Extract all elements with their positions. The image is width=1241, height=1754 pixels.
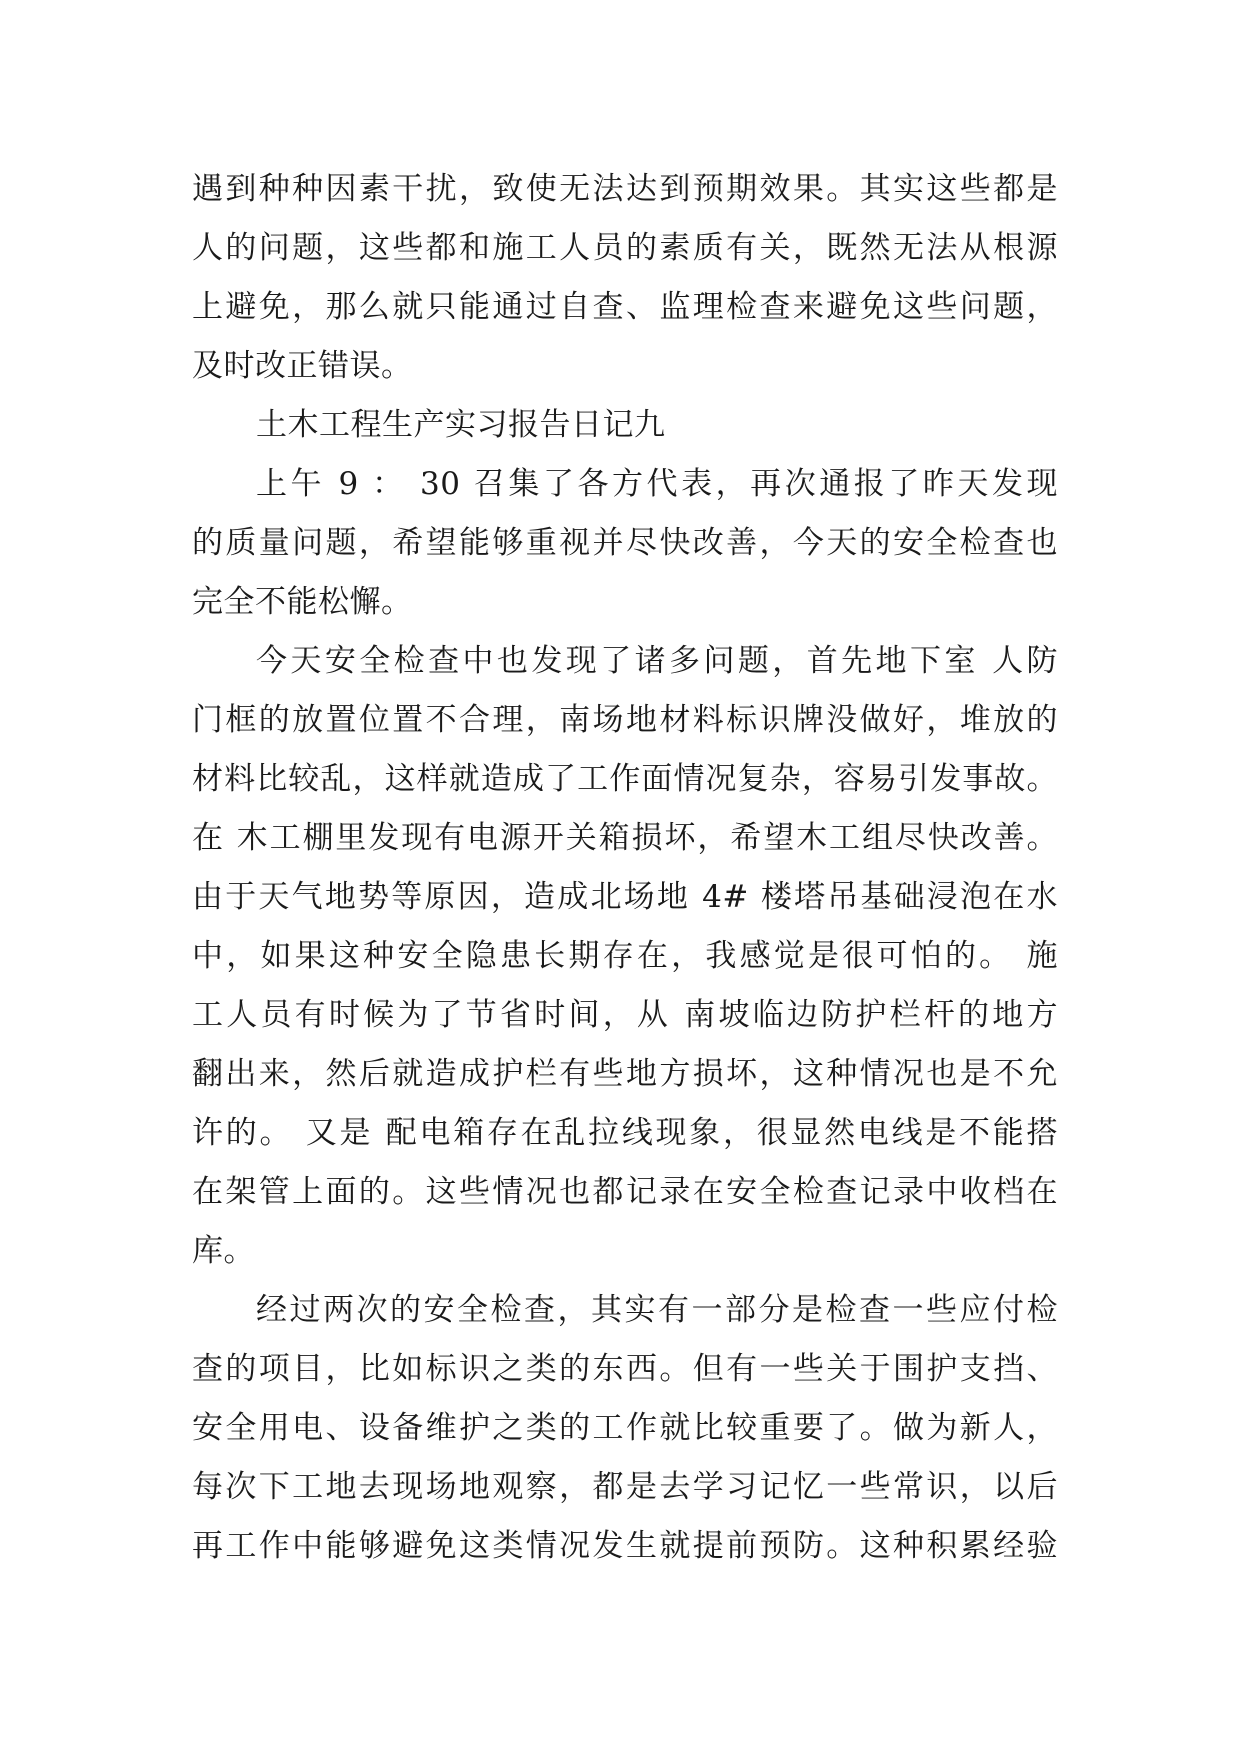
text-line: 库。 — [192, 1233, 255, 1269]
text-line: 安全用电、设备维护之类的工作就比较重要了。做为新人， — [192, 1410, 1058, 1446]
body-text — [192, 160, 1058, 1576]
text-line: 及时改正错误。 — [192, 348, 413, 384]
text-line: 在 木工棚里发现有电源开关箱损坏，希望木工组尽快改善。 — [192, 820, 1058, 856]
text-line: 由于天气地势等原因，造成北场地 4# 楼塔吊基础浸泡在水 — [192, 879, 1058, 915]
text-line: 许的。 又是 配电箱存在乱拉线现象，很显然电线是不能搭 — [192, 1115, 1058, 1151]
text-line: 人的问题，这些都和施工人员的素质有关，既然无法从根源 — [192, 230, 1058, 266]
text-line: 每次下工地去现场地观察，都是去学习记忆一些常识，以后 — [192, 1469, 1058, 1505]
text-line: 土木工程生产实习报告日记九 — [256, 407, 666, 443]
text-line: 中，如果这种安全隐患长期存在，我感觉是很可怕的。 施 — [192, 938, 1058, 974]
text-line: 的质量问题，希望能够重视并尽快改善，今天的安全检查也 — [192, 525, 1058, 561]
text-line: 今天安全检查中也发现了诸多问题，首先地下室 人防 — [256, 643, 1058, 679]
text-line: 在架管上面的。这些情况也都记录在安全检查记录中收档在 — [192, 1174, 1058, 1210]
text-line: 查的项目，比如标识之类的东西。但有一些关于围护支挡、 — [192, 1351, 1058, 1387]
text-line: 经过两次的安全检查，其实有一部分是检查一些应付检 — [256, 1292, 1058, 1328]
text-line: 材料比较乱，这样就造成了工作面情况复杂，容易引发事故。 — [192, 761, 1058, 797]
text-line: 翻出来，然后就造成护栏有些地方损坏，这种情况也是不允 — [192, 1056, 1058, 1092]
text-line: 再工作中能够避免这类情况发生就提前预防。这种积累经验 — [192, 1528, 1058, 1564]
text-line: 完全不能松懈。 — [192, 584, 413, 620]
text-line: 上午 9 ： 30 召集了各方代表，再次通报了昨天发现 — [256, 466, 1058, 502]
text-line: 工人员有时候为了节省时间，从 南坡临边防护栏杆的地方 — [192, 997, 1058, 1033]
text-line: 上避免，那么就只能通过自查、监理检查来避免这些问题， — [192, 289, 1058, 325]
text-line: 遇到种种因素干扰，致使无法达到预期效果。其实这些都是 — [192, 171, 1058, 207]
text-line: 门框的放置位置不合理，南场地材料标识牌没做好，堆放的 — [192, 702, 1058, 738]
